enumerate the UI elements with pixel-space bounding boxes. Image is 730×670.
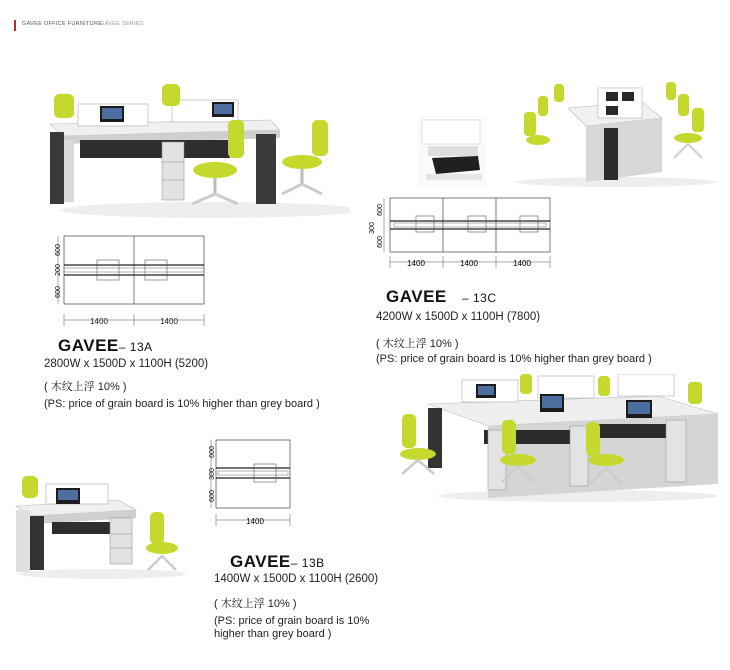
product-13b-grain: ( 木纹上浮 10% ) [214, 598, 297, 610]
plan-13c-width-2: 1400 [460, 259, 478, 268]
header-accent-bar [14, 20, 16, 31]
plan-13c-depth-3: 600 [377, 236, 384, 248]
plan-13a-depth-3: 600 [55, 286, 62, 298]
plan-13c-width-3: 1400 [513, 259, 531, 268]
product-13a-note: (PS: price of grain board is 10% higher than grey board ) [44, 398, 320, 410]
plan-13a-width-2: 1400 [160, 317, 178, 326]
plan-13b-depth-2: 300 [209, 468, 216, 480]
product-13b-dims: 1400W x 1500D x 1100H (2600) [214, 573, 379, 585]
plan-13c-depth-1: 600 [377, 204, 384, 216]
product-13b-note-2: higher than grey board ) [214, 628, 332, 640]
product-13c-note: (PS: price of grain board is 10% higher than grey board ) [376, 353, 652, 365]
product-13a-dims: 2800W x 1500D x 1100H (5200) [44, 358, 209, 370]
plan-13c-width-1: 1400 [407, 259, 425, 268]
plan-13a-depth-2: 200 [55, 264, 62, 276]
product-13a-title [58, 336, 153, 356]
plan-13c-depth-2: 300 [369, 222, 376, 234]
product-13c-suffix-wrap [462, 287, 497, 307]
product-13b-suffix: – 13B [290, 556, 325, 570]
workstation-13c-row-photo [388, 374, 724, 504]
product-13c-dims: 4200W x 1500D x 1100H (7800) [376, 311, 541, 323]
product-13a-suffix: – 13A [118, 340, 153, 354]
product-13c-suffix: – 13C [462, 291, 497, 305]
product-13c-title [386, 287, 447, 307]
partition-detail-photo [418, 116, 486, 188]
plan-13b-depth-1: 600 [209, 446, 216, 458]
plan-drawing-13a [36, 234, 216, 330]
product-13b-title [230, 552, 325, 572]
plan-13a-depth-1: 600 [55, 244, 62, 256]
workstation-13a-photo [40, 82, 350, 222]
plan-13b-width-1: 1400 [246, 517, 264, 526]
workstation-13c-photo [512, 78, 720, 188]
plan-drawing-13c [362, 196, 558, 272]
product-13b-model: GAVEE [230, 552, 291, 571]
product-13a-model: GAVEE [58, 336, 119, 355]
product-13c-model: GAVEE [386, 287, 447, 306]
workstation-13b-photo [12, 470, 192, 580]
monitor-icon [476, 384, 496, 398]
product-13a-grain: ( 木纹上浮 10% ) [44, 381, 127, 393]
plan-drawing-13b [200, 436, 300, 528]
plan-13a-width-1: 1400 [90, 317, 108, 326]
product-13b-note-1: (PS: price of grain board is 10% [214, 615, 370, 627]
brand-label: GAVEE OFFICE FURNITURE [22, 21, 103, 27]
series-label: GAVEE SERIES [100, 21, 144, 27]
plan-13b-depth-3: 600 [209, 490, 216, 502]
product-13c-grain: ( 木纹上浮 10% ) [376, 338, 459, 350]
